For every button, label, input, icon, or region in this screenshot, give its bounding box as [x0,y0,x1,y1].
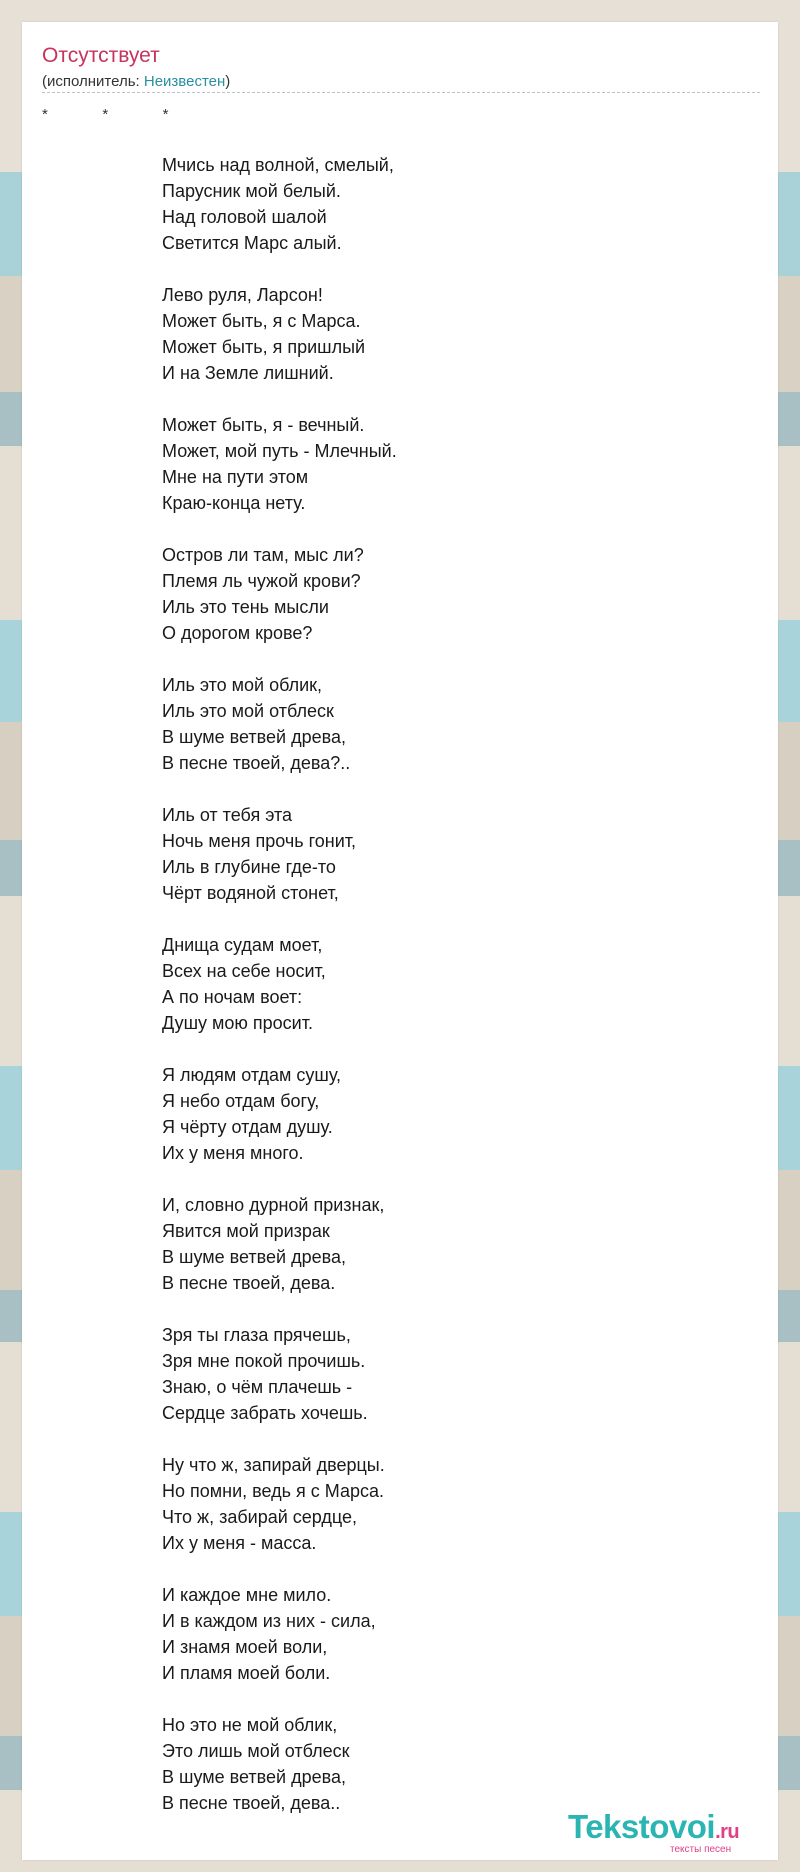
lyric-line: В песне твоей, дева?.. [162,753,351,773]
lyric-line: Иль от тебя эта [162,805,293,825]
logo-tagline: тексты песен [670,1844,732,1855]
lyric-line: Иль это тень мысли [162,597,329,617]
lyric-line: В шуме ветвей древа, [162,727,346,747]
lyric-line: Мне на пути этом [162,467,309,487]
lyric-line: А по ночам воет: [162,987,303,1007]
performer-link[interactable]: Неизвестен [143,73,226,90]
lyric-line: Чёрт водяной стонет, [162,883,339,903]
lyric-line: Я небо отдам богу, [162,1091,320,1111]
lyric-line: Краю-конца нету. [162,493,306,513]
lyric-line: Что ж, забирай сердце, [162,1507,358,1527]
logo-name: Tekstovoi [568,1808,716,1845]
lyric-line: Я чёрту отдам душу. [162,1117,333,1137]
stanza [162,1192,397,1296]
stanza [162,412,397,516]
stanza [162,542,397,646]
lyric-line: В песне твоей, дева. [162,1273,336,1293]
stanza [162,932,397,1036]
lyric-line: Их у меня много. [162,1143,304,1163]
lyric-line: Может быть, я с Марса. [162,311,361,331]
lyric-line: Парусник мой белый. [162,181,341,201]
lyric-line: Душу мою просит. [162,1013,313,1033]
lyric-line: Зря мне покой прочишь. [162,1351,366,1371]
performer-suffix: ) [225,73,231,90]
lyric-line: Мчись над волной, смелый, [162,155,394,175]
lyric-line: И в каждом из них - сила, [162,1611,376,1631]
lyric-line: В шуме ветвей древа, [162,1767,346,1787]
lyric-line: Я людям отдам сушу, [162,1065,342,1085]
lyric-line: Сердце забрать хочешь. [162,1403,368,1423]
lyric-line: Это лишь мой отблеск [162,1741,350,1761]
lyric-line: И, словно дурной признак, [162,1195,385,1215]
stanza [162,1712,397,1816]
lyric-line: Всех на себе носит, [162,961,326,981]
lyric-line: В песне твоей, дева.. [162,1793,341,1813]
lyric-line: Иль это мой облик, [162,675,323,695]
stanza [162,152,397,256]
lyric-line: Ночь меня прочь гонит, [162,831,357,851]
lyrics-page [22,22,778,1860]
header-divider [42,92,760,93]
stanza [162,1582,397,1686]
lyric-line: Зря ты глаза прячешь, [162,1325,351,1345]
stanza [162,282,397,386]
lyric-line: В шуме ветвей древа, [162,1247,346,1267]
performer-prefix: (исполнитель: [42,73,144,90]
lyric-line: Лево руля, Ларсон! [162,285,323,305]
lyric-line: О дорогом крове? [162,623,313,643]
lyric-line: Но помни, ведь я с Марса. [162,1481,384,1501]
lyric-line: Но это не мой облик, [162,1715,338,1735]
lyric-line: И знамя моей воли, [162,1637,328,1657]
lyric-line: Над головой шалой [162,207,327,227]
lyric-line: Светится Марс алый. [162,233,342,253]
lyric-line: Племя ль чужой крови? [162,571,361,591]
lyric-line: Иль в глубине где-то [162,857,336,877]
lyric-line: Их у меня - масса. [162,1533,317,1553]
performer-line [42,73,230,90]
stanza [162,802,397,906]
lyrics-body [162,152,397,1842]
lyric-line: Знаю, о чём плачешь - [162,1377,353,1397]
site-logo[interactable] [568,1808,778,1854]
lyric-line: И на Земле лишний. [162,363,334,383]
stanza [162,1452,397,1556]
lyric-line: Может быть, я - вечный. [162,415,365,435]
lyric-line: Может быть, я пришлый [162,337,366,357]
lyric-line: Явится мой призрак [162,1221,330,1241]
lyric-line: Может, мой путь - Млечный. [162,441,397,461]
logo-tld: .ru [715,1821,740,1843]
lyric-line: Иль это мой отблеск [162,701,334,721]
stanza [162,1062,397,1166]
lyric-line: И пламя моей боли. [162,1663,331,1683]
lyric-line: Остров ли там, мыс ли? [162,545,364,565]
lyric-line: Ну что ж, запирай дверцы. [162,1455,385,1475]
lyric-line: И каждое мне мило. [162,1585,332,1605]
logo-wordmark [568,1808,739,1846]
separator-stars: * * * [42,106,169,123]
song-title: Отсутствует [42,44,160,67]
stanza [162,1322,397,1426]
stanza [162,672,397,776]
lyric-line: Днища судам моет, [162,935,323,955]
